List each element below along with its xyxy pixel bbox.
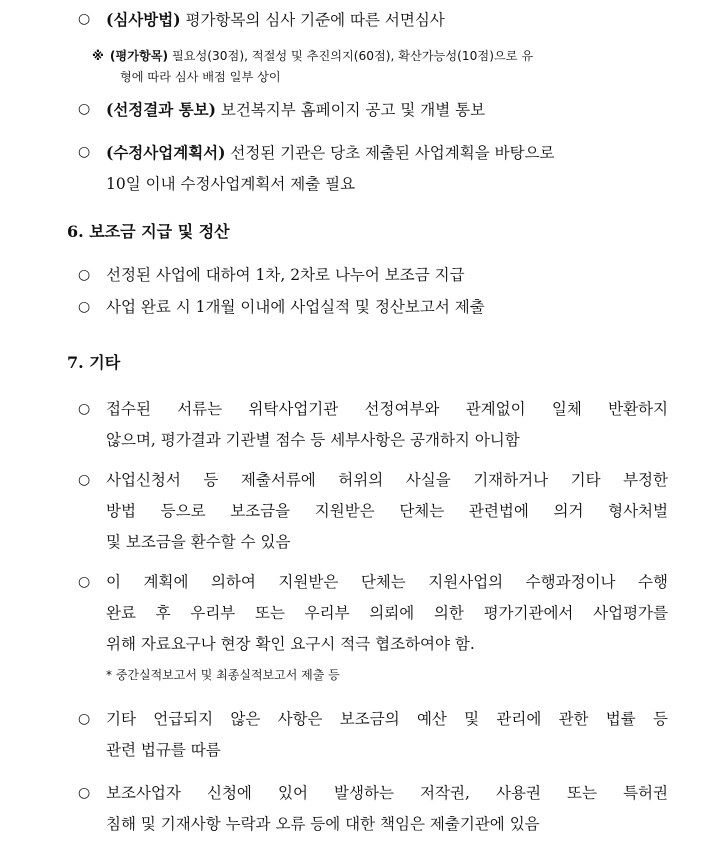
item-line: 위해 자료요구나 현장 확인 요구시 적극 협조하여야 함. [106,635,475,653]
sub-note: * 중간실적보고서 및 최종실적보고서 제출 등 [106,668,340,682]
section-6-item [78,292,668,323]
item-line: 관련 법규를 따름 [106,741,221,759]
item-line: 이 계획에 의하여 지원받은 단체는 지원사업의 수행과정이나 수행 [106,573,668,591]
section-7-item [78,778,668,840]
bullet-icon: ○ [78,401,91,417]
item-line: 침해 및 기재사항 누락과 오류 등에 대한 책임은 제출기관에 있음 [106,815,540,833]
note-line-1 [92,46,662,67]
item-label: (심사방법) [106,10,181,29]
bullet-icon: ○ [78,299,91,315]
note-eval-items [92,46,662,88]
note-text-1: 필요성(30점), 적절성 및 추진의지(60점), 확산가능성(10점)으로 유 [171,49,534,63]
item-line: 10일 이내 수정사업계획서 제출 필요 [106,175,356,193]
item-line: 않으며, 평가결과 기관별 점수 등 세부사항은 공개하지 아니함 [106,431,520,449]
item-line: 접수된 서류는 위탁사업기관 선정여부와 관계없이 일체 반환하지 [106,400,668,418]
item-line [106,94,668,126]
item-line: 및 보조금을 환수할 수 있음 [106,533,291,551]
item-line: 사업신청서 등 제출서류에 허위의 사실을 기재하거나 기타 부정한 [106,471,668,489]
bullet-icon: ○ [78,144,91,160]
item-text: 평가항목의 심사 기준에 따른 서면심사 [185,11,445,29]
bullet-icon: ○ [78,472,91,488]
bullet-icon: ○ [78,101,91,117]
item-line [106,137,668,169]
section-7-heading: 7. 기타 [67,353,121,372]
section-6-item [78,260,668,291]
note-label: (평가항목) [109,49,169,63]
note-text-2: 형에 따라 심사 배점 일부 상이 [120,70,281,84]
bullet-icon: ○ [78,785,91,801]
section-6-heading: 6. 보조금 지급 및 정산 [67,222,230,241]
section-7-item [78,465,668,558]
item-text: 선정된 사업에 대하여 1차, 2차로 나누어 보조금 지급 [106,266,465,284]
item-label: (수정사업계획서) [106,143,226,162]
item-label: (선정결과 통보) [106,100,216,119]
item-line: 방법 등으로 보조금을 지원받은 단체는 관련법에 의거 형사처벌 [106,502,668,520]
item-text: 사업 완료 시 1개월 이내에 사업실적 및 정산보고서 제출 [106,298,485,316]
item-text: 선정된 기관은 당초 제출된 사업계획을 바탕으로 [230,144,555,162]
bullet-icon: ○ [78,574,91,590]
section-7-item [78,704,668,766]
reference-mark-icon: ※ [92,49,104,63]
bullet-icon: ○ [78,267,91,283]
bullet-icon: ○ [78,711,91,727]
item-line [106,4,668,36]
item-line: 기타 언급되지 않은 사항은 보조금의 예산 및 관리에 관한 법률 등 [106,710,668,728]
item-revised-plan [78,137,668,200]
bullet-icon: ○ [78,11,91,27]
item-result-notice [78,94,668,126]
item-line: 완료 후 우리부 또는 우리부 의뢰에 의한 평가기관에서 사업평가를 [106,604,668,622]
section-7-item [78,567,668,660]
item-line: 보조사업자 신청에 있어 발생하는 저작권, 사용권 또는 특허권 [106,784,668,802]
item-review-method [78,4,668,36]
item-text: 보건복지부 홈페이지 공고 및 개별 통보 [220,101,486,119]
section-7-item [78,394,668,456]
